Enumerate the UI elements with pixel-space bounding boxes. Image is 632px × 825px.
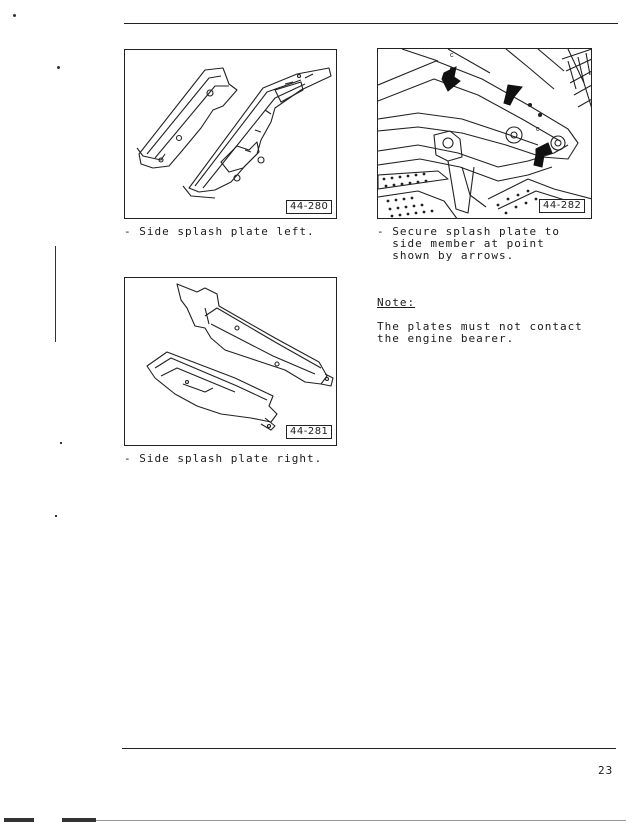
caption-secure-line-1: - Secure splash plate to	[377, 225, 560, 238]
note-heading: Note:	[377, 296, 416, 309]
figure-splash-plate-mounting	[377, 48, 592, 219]
figure-left-splash-plate	[124, 49, 337, 219]
footer-rule	[122, 748, 616, 749]
left-splash-plate-drawing	[125, 50, 337, 219]
margin-dot	[57, 66, 60, 69]
caption-side-splash-plate-right: - Side splash plate right.	[124, 452, 323, 465]
scan-edge-mark	[62, 818, 96, 822]
figure-right-splash-plate	[124, 277, 337, 446]
caption-side-splash-plate-left: - Side splash plate left.	[124, 225, 315, 238]
caption-secure-line-3: shown by arrows.	[377, 249, 515, 262]
page-number: 23	[598, 764, 614, 777]
note-line-1: The plates must not contact	[377, 320, 583, 333]
figure-label-44-281: 44-281	[286, 425, 332, 439]
header-rule	[124, 23, 618, 24]
margin-dot	[60, 442, 62, 444]
splash-plate-mounting-drawing	[378, 49, 592, 219]
right-splash-plate-drawing	[125, 278, 337, 446]
scan-edge-line	[96, 820, 626, 821]
svg-text:c: c	[450, 52, 454, 59]
margin-dot	[55, 515, 57, 517]
caption-secure-line-2: side member at point	[377, 237, 545, 250]
svg-text:c: c	[536, 126, 540, 133]
figure-label-44-282: 44-282	[539, 199, 585, 213]
note-line-2: the engine bearer.	[377, 332, 515, 345]
figure-label-44-280: 44-280	[286, 200, 332, 214]
margin-line	[55, 246, 56, 342]
margin-dot	[13, 14, 16, 17]
scan-edge-mark	[4, 818, 34, 822]
